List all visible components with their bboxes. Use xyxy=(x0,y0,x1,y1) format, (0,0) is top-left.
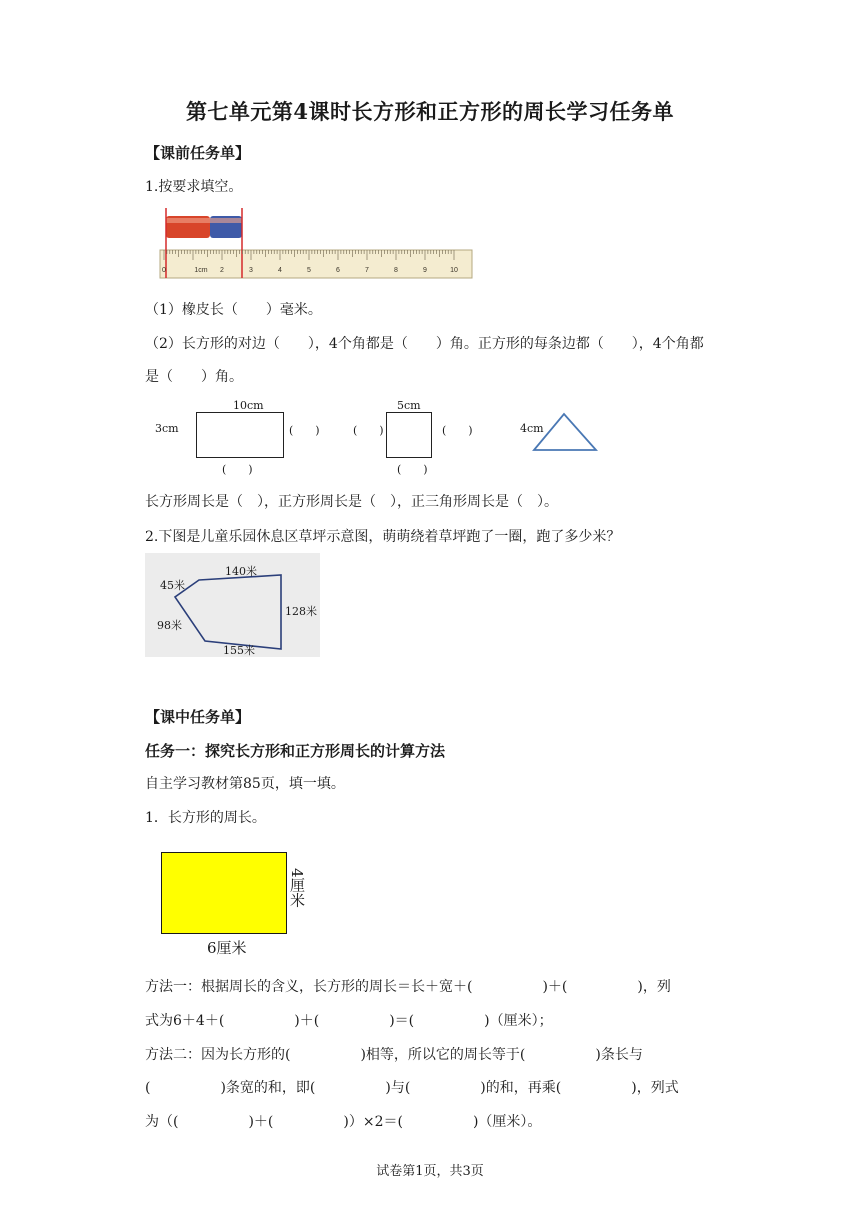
rect-left-label: 3cm xyxy=(155,422,179,435)
method-2-line3: 为（( )＋( )）×2＝( )（厘米）。 xyxy=(145,1114,542,1130)
method-1-line2: 式为6＋4＋( )＋( )＝( )（厘米）； xyxy=(145,1013,553,1029)
eraser xyxy=(166,216,242,238)
ruler-label: 9 xyxy=(423,267,427,274)
question-1-2-line2: 是（ ）角。 xyxy=(145,369,243,385)
rectangle-shape xyxy=(196,412,284,458)
method-1-line1: 方法一：根据周长的含义，长方形的周长＝长＋宽＋( )＋( )，列 xyxy=(145,979,671,995)
side-98-label: 98米 xyxy=(157,619,182,632)
ruler-label: 3 xyxy=(249,267,253,274)
rect-height-label: 4厘米 xyxy=(288,868,306,908)
item-1: 1．长方形的周长。 xyxy=(145,810,266,826)
yellow-rectangle xyxy=(161,852,287,934)
ruler-label: 10 xyxy=(450,267,458,274)
ruler-label: 8 xyxy=(394,267,398,274)
triangle-side-label: 4cm xyxy=(520,422,544,435)
lawn-figure xyxy=(145,553,320,657)
study-instruction: 自主学习教材第85页，填一填。 xyxy=(145,776,345,792)
rect-width-label: 6厘米 xyxy=(207,939,247,957)
pre-class-heading: 【课前任务单】 xyxy=(145,144,251,162)
in-class-heading: 【课中任务单】 xyxy=(145,708,251,726)
ruler-label: 7 xyxy=(365,267,369,274)
page-title: 第七单元第4课时长方形和正方形的周长学习任务单 xyxy=(185,99,675,124)
question-2: 2.下图是儿童乐园休息区草坪示意图，萌萌绕着草坪跑了一圈，跑了多少米？ xyxy=(145,529,621,545)
method-2-line2: ( )条宽的和，即( )与( )的和，再乘( )，列式 xyxy=(145,1080,679,1096)
question-1-2-line1: （2）长方形的对边（ ），4个角都是（ ）角。正方形的每条边都（ ），4个角都 xyxy=(145,336,704,352)
ruler-label: 5 xyxy=(307,267,311,274)
square-bottom-blank: ( ) xyxy=(397,463,428,476)
method-2-line1: 方法二：因为长方形的( )相等，所以它的周长等于( )条长与 xyxy=(145,1047,643,1063)
ruler-label: 2 xyxy=(220,267,224,274)
page-footer: 试卷第1页，共3页 xyxy=(376,1164,484,1179)
side-45-label: 45米 xyxy=(160,579,185,592)
side-140-label: 140米 xyxy=(225,565,257,578)
ruler-label: 4 xyxy=(278,267,282,274)
triangle-shape xyxy=(530,410,602,454)
task-1-title: 任务一：探究长方形和正方形周长的计算方法 xyxy=(145,742,446,760)
question-1: 1.按要求填空。 xyxy=(145,179,243,195)
side-155-label: 155米 xyxy=(223,644,255,657)
ruler-label: 6 xyxy=(336,267,340,274)
ruler-figure xyxy=(158,206,478,282)
ruler-label: 1cm xyxy=(194,267,208,274)
square-right-blank: ( ) xyxy=(442,424,473,437)
rect-top-label: 10cm xyxy=(233,399,264,412)
question-1-1: （1）橡皮长（ ）毫米。 xyxy=(145,302,322,318)
square-left-blank: ( ) xyxy=(353,424,384,437)
square-top-label: 5cm xyxy=(397,399,421,412)
rect-bottom-blank: ( ) xyxy=(222,463,253,476)
side-128-label: 128米 xyxy=(285,605,317,618)
ruler-label: 0 xyxy=(162,267,166,274)
square-shape xyxy=(386,412,432,458)
question-1-3: 长方形周长是（ ），正方形周长是（ ），正三角形周长是（ ）。 xyxy=(145,494,558,510)
rect-right-blank: ( ) xyxy=(289,424,320,437)
